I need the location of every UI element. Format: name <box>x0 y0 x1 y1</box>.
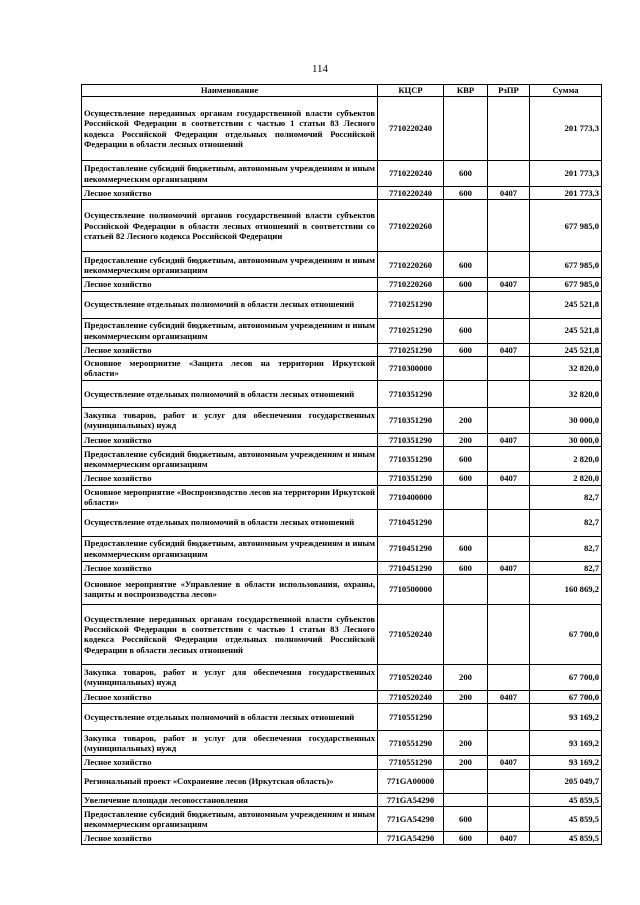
cell-kvr <box>444 97 488 161</box>
cell-kvr: 600 <box>444 187 488 200</box>
cell-kcsr: 7710251290 <box>378 291 444 318</box>
cell-name: Лесное хозяйство <box>82 278 378 291</box>
cell-kvr: 600 <box>444 343 488 356</box>
cell-name: Лесное хозяйство <box>82 561 378 574</box>
cell-rzpr <box>488 574 530 604</box>
cell-name: Закупка товаров, работ и услуг для обеспечения государственных (муниципальных) нужд <box>82 664 378 690</box>
cell-kcsr: 7710400000 <box>378 485 444 509</box>
table-row <box>82 380 602 407</box>
cell-kcsr: 7710220240 <box>378 97 444 161</box>
cell-rzpr: 0407 <box>488 472 530 485</box>
cell-kvr <box>444 574 488 604</box>
table-row <box>82 731 602 756</box>
table-row <box>82 574 602 604</box>
cell-sum: 2 820,0 <box>530 472 602 485</box>
table-row <box>82 509 602 536</box>
cell-name: Осуществление отдельных полномочий в области лесных отношений <box>82 704 378 731</box>
cell-sum: 93 169,2 <box>530 731 602 756</box>
cell-sum: 82,7 <box>530 509 602 536</box>
table-row <box>82 756 602 769</box>
table-row <box>82 769 602 793</box>
cell-kcsr: 7710351290 <box>378 447 444 472</box>
cell-kcsr: 7710520240 <box>378 664 444 690</box>
cell-sum: 2 820,0 <box>530 447 602 472</box>
cell-sum: 245 521,8 <box>530 343 602 356</box>
table-row <box>82 318 602 343</box>
cell-rzpr <box>488 97 530 161</box>
table-row <box>82 200 602 252</box>
cell-sum: 67 700,0 <box>530 664 602 690</box>
cell-sum: 93 169,2 <box>530 704 602 731</box>
table-row <box>82 485 602 509</box>
table-row <box>82 664 602 690</box>
cell-kcsr: 7710451290 <box>378 509 444 536</box>
cell-sum: 677 985,0 <box>530 278 602 291</box>
cell-kcsr: 771GA54290 <box>378 806 444 831</box>
cell-kvr <box>444 200 488 252</box>
cell-kcsr: 7710500000 <box>378 574 444 604</box>
cell-kcsr: 7710551290 <box>378 704 444 731</box>
cell-sum: 677 985,0 <box>530 200 602 252</box>
cell-name: Осуществление отдельных полномочий в области лесных отношений <box>82 380 378 407</box>
cell-name: Основное мероприятие «Управление в области использования, охраны, защиты и воспроизводства лесов» <box>82 574 378 604</box>
table-row <box>82 561 602 574</box>
cell-name: Осуществление переданных органам государственной власти субъектов Российской Федерации в соответствии с частью 1 статьи 83 Лесного кодекса Российской Федерации отдельных полномочий Российской Федерации в области лесных отношений <box>82 97 378 161</box>
cell-kvr: 600 <box>444 472 488 485</box>
cell-kvr: 600 <box>444 252 488 278</box>
cell-kcsr: 7710351290 <box>378 407 444 433</box>
cell-name: Предоставление субсидий бюджетным, автономным учреждениям и иным некоммерческим организациям <box>82 161 378 187</box>
cell-kcsr: 7710351290 <box>378 433 444 446</box>
cell-kcsr: 7710451290 <box>378 536 444 561</box>
table-row <box>82 187 602 200</box>
cell-sum: 32 820,0 <box>530 356 602 380</box>
cell-kvr: 600 <box>444 318 488 343</box>
cell-rzpr: 0407 <box>488 690 530 703</box>
cell-name: Лесное хозяйство <box>82 756 378 769</box>
table-row <box>82 536 602 561</box>
cell-kcsr: 7710220240 <box>378 161 444 187</box>
cell-name: Увеличение площади лесовосстановления <box>82 793 378 806</box>
cell-kcsr: 771GA54290 <box>378 793 444 806</box>
cell-rzpr <box>488 664 530 690</box>
header-kvr: КВР <box>444 85 488 97</box>
cell-rzpr <box>488 806 530 831</box>
cell-sum: 677 985,0 <box>530 252 602 278</box>
table-row <box>82 278 602 291</box>
table-row <box>82 704 602 731</box>
cell-rzpr: 0407 <box>488 433 530 446</box>
cell-rzpr <box>488 604 530 664</box>
cell-name: Лесное хозяйство <box>82 343 378 356</box>
cell-sum: 30 000,0 <box>530 407 602 433</box>
cell-sum: 45 859,5 <box>530 806 602 831</box>
page-number: 114 <box>311 63 329 75</box>
cell-name: Лесное хозяйство <box>82 187 378 200</box>
cell-kvr: 600 <box>444 831 488 844</box>
cell-name: Осуществление полномочий органов государственной власти субъектов Российской Федерации в области лесных отношений в соответствии со статьей 82 Лесного кодекса Российской Федерации <box>82 200 378 252</box>
cell-sum: 45 859,5 <box>530 793 602 806</box>
cell-kcsr: 7710251290 <box>378 343 444 356</box>
cell-name: Предоставление субсидий бюджетным, автономным учреждениям и иным некоммерческим организациям <box>82 536 378 561</box>
cell-sum: 201 773,3 <box>530 97 602 161</box>
table-row <box>82 97 602 161</box>
cell-sum: 245 521,8 <box>530 318 602 343</box>
cell-rzpr: 0407 <box>488 831 530 844</box>
cell-kvr <box>444 793 488 806</box>
cell-kcsr: 7710220240 <box>378 187 444 200</box>
cell-kvr: 600 <box>444 806 488 831</box>
cell-name: Предоставление субсидий бюджетным, автономным учреждениям и иным некоммерческим организациям <box>82 806 378 831</box>
cell-rzpr <box>488 291 530 318</box>
cell-kvr: 200 <box>444 433 488 446</box>
cell-rzpr <box>488 485 530 509</box>
table-row <box>82 472 602 485</box>
cell-sum: 93 169,2 <box>530 756 602 769</box>
table-row <box>82 447 602 472</box>
cell-kvr <box>444 485 488 509</box>
cell-rzpr <box>488 200 530 252</box>
cell-rzpr <box>488 380 530 407</box>
cell-kvr <box>444 509 488 536</box>
cell-sum: 201 773,3 <box>530 187 602 200</box>
table-row <box>82 604 602 664</box>
cell-rzpr <box>488 356 530 380</box>
cell-kcsr: 7710520240 <box>378 690 444 703</box>
cell-name: Осуществление отдельных полномочий в области лесных отношений <box>82 291 378 318</box>
header-sum: Сумма <box>530 85 602 97</box>
cell-rzpr <box>488 536 530 561</box>
cell-kcsr: 771GA54290 <box>378 831 444 844</box>
cell-rzpr <box>488 161 530 187</box>
table-row <box>82 793 602 806</box>
cell-sum: 30 000,0 <box>530 433 602 446</box>
cell-sum: 205 049,7 <box>530 769 602 793</box>
cell-rzpr <box>488 731 530 756</box>
cell-sum: 32 820,0 <box>530 380 602 407</box>
cell-sum: 82,7 <box>530 561 602 574</box>
cell-rzpr <box>488 407 530 433</box>
table-row <box>82 356 602 380</box>
cell-kcsr: 7710351290 <box>378 472 444 485</box>
cell-rzpr: 0407 <box>488 561 530 574</box>
cell-sum: 160 869,2 <box>530 574 602 604</box>
cell-kcsr: 7710220260 <box>378 252 444 278</box>
cell-rzpr <box>488 509 530 536</box>
cell-kcsr: 7710551290 <box>378 731 444 756</box>
cell-name: Осуществление отдельных полномочий в области лесных отношений <box>82 509 378 536</box>
cell-name: Осуществление переданных органам государственной власти субъектов Российской Федерации в соответствии с частью 1 статьи 83 Лесного кодекса Российской Федерации отдельных полномочий Российской Федерации в области лесных отношений <box>82 604 378 664</box>
header-name: Наименование <box>82 85 378 97</box>
cell-sum: 45 859,5 <box>530 831 602 844</box>
cell-rzpr <box>488 793 530 806</box>
header-kcsr: КЦСР <box>378 85 444 97</box>
budget-table <box>81 84 602 845</box>
cell-name: Основное мероприятие «Воспроизводство лесов на территории Иркутской области» <box>82 485 378 509</box>
cell-kcsr: 7710451290 <box>378 561 444 574</box>
table-row <box>82 690 602 703</box>
cell-kcsr: 7710351290 <box>378 380 444 407</box>
table-row <box>82 252 602 278</box>
cell-kvr <box>444 769 488 793</box>
cell-kcsr: 7710551290 <box>378 756 444 769</box>
cell-sum: 67 700,0 <box>530 604 602 664</box>
cell-kcsr: 7710520240 <box>378 604 444 664</box>
cell-kvr: 600 <box>444 561 488 574</box>
cell-kcsr: 7710251290 <box>378 318 444 343</box>
cell-kvr <box>444 291 488 318</box>
cell-rzpr: 0407 <box>488 343 530 356</box>
cell-rzpr: 0407 <box>488 278 530 291</box>
cell-kvr <box>444 704 488 731</box>
cell-sum: 201 773,3 <box>530 161 602 187</box>
cell-kvr: 600 <box>444 161 488 187</box>
table-row <box>82 806 602 831</box>
cell-kvr: 200 <box>444 407 488 433</box>
cell-kvr: 200 <box>444 690 488 703</box>
cell-kvr: 600 <box>444 278 488 291</box>
cell-kcsr: 7710220260 <box>378 278 444 291</box>
table-row <box>82 291 602 318</box>
cell-name: Лесное хозяйство <box>82 690 378 703</box>
cell-kvr <box>444 356 488 380</box>
cell-name: Предоставление субсидий бюджетным, автономным учреждениям и иным некоммерческим организациям <box>82 318 378 343</box>
cell-name: Предоставление субсидий бюджетным, автономным учреждениям и иным некоммерческим организациям <box>82 447 378 472</box>
cell-name: Лесное хозяйство <box>82 472 378 485</box>
cell-rzpr <box>488 447 530 472</box>
header-rzpr: РзПР <box>488 85 530 97</box>
cell-name: Основное мероприятие «Защита лесов на территории Иркутской области» <box>82 356 378 380</box>
cell-sum: 82,7 <box>530 536 602 561</box>
cell-kvr: 200 <box>444 756 488 769</box>
cell-sum: 245 521,8 <box>530 291 602 318</box>
table-row <box>82 831 602 844</box>
cell-name: Закупка товаров, работ и услуг для обеспечения государственных (муниципальных) нужд <box>82 731 378 756</box>
cell-kcsr: 771GA00000 <box>378 769 444 793</box>
cell-rzpr <box>488 318 530 343</box>
table-row <box>82 407 602 433</box>
cell-rzpr: 0407 <box>488 187 530 200</box>
cell-sum: 67 700,0 <box>530 690 602 703</box>
cell-kvr <box>444 380 488 407</box>
cell-rzpr <box>488 252 530 278</box>
table-row <box>82 433 602 446</box>
cell-name: Лесное хозяйство <box>82 831 378 844</box>
cell-name: Лесное хозяйство <box>82 433 378 446</box>
cell-sum: 82,7 <box>530 485 602 509</box>
cell-rzpr: 0407 <box>488 756 530 769</box>
cell-kvr: 600 <box>444 536 488 561</box>
cell-rzpr <box>488 704 530 731</box>
cell-rzpr <box>488 769 530 793</box>
cell-name: Закупка товаров, работ и услуг для обеспечения государственных (муниципальных) нужд <box>82 407 378 433</box>
table-row <box>82 161 602 187</box>
cell-kcsr: 7710220260 <box>378 200 444 252</box>
cell-kcsr: 7710300000 <box>378 356 444 380</box>
cell-kvr <box>444 604 488 664</box>
table-header-row <box>82 85 602 97</box>
cell-kvr: 600 <box>444 447 488 472</box>
cell-name: Региональный проект «Сохранение лесов (Иркутская область)» <box>82 769 378 793</box>
table-row <box>82 343 602 356</box>
cell-kvr: 200 <box>444 664 488 690</box>
cell-kvr: 200 <box>444 731 488 756</box>
table-body <box>82 97 602 845</box>
cell-name: Предоставление субсидий бюджетным, автономным учреждениям и иным некоммерческим организациям <box>82 252 378 278</box>
